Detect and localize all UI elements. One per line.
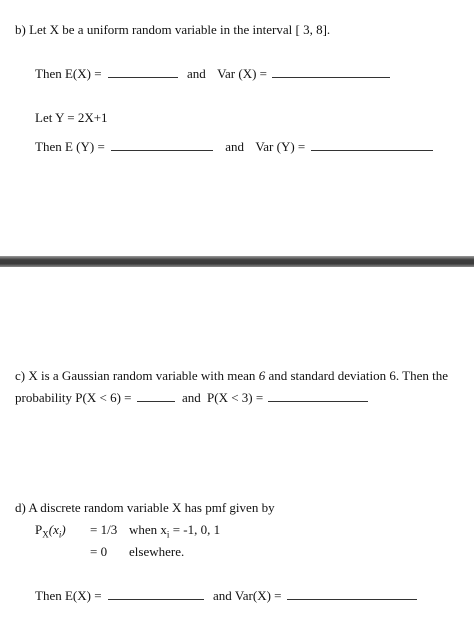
pmf-arg: (x	[48, 522, 59, 537]
part-c-text: and standard deviation 6. Then the	[268, 368, 448, 383]
pmf-p: P	[35, 522, 43, 537]
prob1-answer-blank[interactable]	[137, 390, 175, 402]
part-c-question-line1	[15, 368, 448, 383]
mean-value: 6	[258, 368, 266, 383]
pmf-case2-value: = 0	[90, 544, 108, 559]
var-y-label: Var (Y) =	[255, 139, 306, 154]
ey-label: Then E (Y) =	[35, 139, 105, 154]
and-label: and	[182, 390, 201, 405]
and-label: and	[187, 66, 206, 81]
var-label: and Var(X) =	[213, 588, 282, 603]
pmf-function-label	[35, 522, 66, 543]
ex-answer-blank[interactable]	[108, 66, 178, 78]
prob1-label: probability P(X < 6) =	[15, 390, 132, 405]
pmf-case1-value: = 1/3	[90, 522, 118, 537]
pmf-case2-condition: elsewhere.	[129, 544, 185, 559]
var-answer-blank[interactable]	[287, 588, 417, 600]
var-x-label: Var (X) =	[217, 66, 267, 81]
part-b-ey-line	[35, 139, 433, 154]
pmf-case1-condition	[129, 522, 220, 543]
part-b-question: b) Let X be a uniform random variable in the interval [ 3, 8].	[15, 22, 331, 37]
part-c-question-line2	[15, 390, 368, 405]
var-x-answer-blank[interactable]	[272, 66, 390, 78]
part-c-text: c) X is a Gaussian random variable with mean	[15, 368, 256, 383]
case1-values: = -1, 0, 1	[172, 522, 221, 537]
section-divider	[0, 256, 474, 267]
case1-subscript: i	[166, 529, 170, 540]
let-y-definition: Let Y = 2X+1	[35, 110, 108, 125]
var-y-answer-blank[interactable]	[311, 139, 433, 151]
part-b-ex-line	[35, 66, 390, 81]
ex-answer-blank[interactable]	[108, 588, 204, 600]
and-label: and	[225, 139, 245, 154]
prob2-answer-blank[interactable]	[268, 390, 368, 402]
ex-label: Then E(X) =	[35, 66, 102, 81]
part-d-question: d) A discrete random variable X has pmf given by	[15, 500, 275, 515]
prob2-label: P(X < 3) =	[207, 390, 264, 405]
ey-answer-blank[interactable]	[111, 139, 213, 151]
case1-when: when x	[129, 522, 167, 537]
ex-label: Then E(X) =	[35, 588, 102, 603]
pmf-arg-subscript: i	[58, 529, 62, 540]
part-d-answer-line	[35, 588, 417, 603]
pmf-subscript: X	[42, 529, 49, 540]
pmf-arg-close: )	[61, 522, 66, 537]
